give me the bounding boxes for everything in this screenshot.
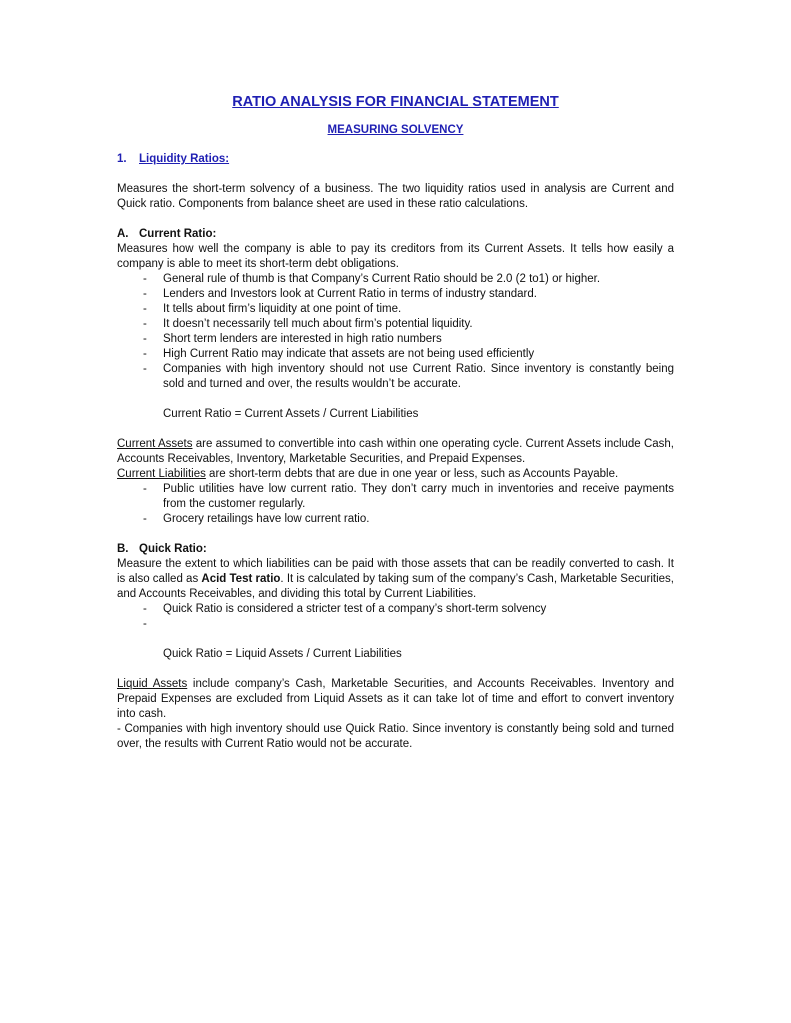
dash-marker: - [143,273,147,285]
current-assets-term: Current Assets [117,438,193,450]
current-assets-text: are assumed to convertible into cash within one operating cycle. Current Assets include Cash, Accounts Receivables, Inventory, Marketable Securities, and Prepaid Expenses. [117,438,674,465]
quick-ratio-letter: B. [117,543,129,555]
dash-marker: - [143,513,147,525]
document-subtitle: MEASURING SOLVENCY [327,124,464,136]
list-item [143,317,674,332]
section-label: Liquidity Ratios: [139,153,230,165]
bullet-text: Quick Ratio is considered a stricter test of a company’s short-term solvency [163,603,547,615]
list-item [143,602,674,617]
dash-marker: - [143,288,147,300]
current-liabilities-text: are short-term debts that are due in one year or less, such as Accounts Payable. [205,468,619,480]
bullet-text: High Current Ratio may indicate that assets are not being used efficiently [163,348,535,360]
list-item [143,617,674,632]
quick-ratio-intro-b: . It is calculated by taking sum of the company’s Cash, Marketable Securities, and Accounts Receivables, and dividing this total by Current Liabilities. [117,573,674,600]
list-item [143,332,674,347]
bullet-text: Public utilities have low current ratio. They don’t carry much in inventories and receive payments from the customer regularly. [163,483,674,510]
bullet-text: It doesn’t necessarily tell much about firm’s potential liquidity. [163,318,473,330]
dash-marker: - [143,318,147,330]
current-liabilities-definition [117,467,674,482]
bullet-text: Grocery retailings have low current ratio. [163,513,370,525]
quick-ratio-intro [117,557,674,602]
dash-marker: - [143,603,147,615]
section-heading-liquidity [117,152,674,167]
list-item [143,287,674,302]
bullet-text: Lenders and Investors look at Current Ratio in terms of industry standard. [163,288,537,300]
quick-ratio-intro-a: Measure the extent to which liabilities can be paid with those assets that can be readily converted to cash. It is also called as [117,558,674,585]
dash-marker: - [143,303,147,315]
document-title: RATIO ANALYSIS FOR FINANCIAL STATEMENT [232,94,559,110]
list-item [143,512,674,527]
bullet-text: Short term lenders are interested in high ratio numbers [163,333,442,345]
current-ratio-heading [117,227,674,242]
dash-marker: - [143,483,147,495]
current-ratio-title: Current Ratio: [139,228,217,240]
dash-marker: - [143,348,147,360]
current-assets-definition [117,437,674,467]
bullet-text: General rule of thumb is that Company’s Current Ratio should be 2.0 (2 to1) or higher. [163,273,601,285]
bullet-text: Companies with high inventory should not use Current Ratio. Since inventory is constantly being sold and turned and over, the results wouldn’t be accurate. [163,363,674,390]
bullet-text: It tells about firm’s liquidity at one point of time. [163,303,402,315]
dash-marker: - [143,618,147,630]
list-item [143,347,674,362]
quick-ratio-formula: Quick Ratio = Liquid Assets / Current Liabilities [163,648,402,660]
quick-ratio-closing: - Companies with high inventory should use Quick Ratio. Since inventory is constantly being sold and turned over, the results with Current Ratio would not be accurate. [117,723,674,750]
list-item [143,482,674,512]
section-number: 1. [117,153,127,165]
current-ratio-bullets [117,272,674,392]
liquid-assets-term: Liquid Assets [117,678,188,690]
list-item [143,272,674,287]
current-liabilities-term: Current Liabilities [117,468,206,480]
current-ratio-letter: A. [117,228,129,240]
current-ratio-intro: Measures how well the company is able to pay its creditors from its Current Assets. It tells how easily a company is able to meet its short-term debt obligations. [117,243,674,270]
quick-ratio-title: Quick Ratio: [139,543,207,555]
list-item [143,362,674,392]
bullet-text [163,618,166,630]
liquidity-intro: Measures the short-term solvency of a business. The two liquidity ratios used in analysis are Current and Quick ratio. Components from balance sheet are used in these ratio calculations. [117,183,674,210]
current-ratio-formula: Current Ratio = Current Assets / Current Liabilities [163,408,419,420]
dash-marker: - [143,363,147,375]
liquid-assets-definition [117,677,674,722]
quick-ratio-heading [117,542,674,557]
acid-test-term: Acid Test ratio [201,573,281,585]
liquid-assets-text: include company’s Cash, Marketable Securities, and Accounts Receivables. Inventory and Prepaid Expenses are excluded from Liquid Assets as it can take lot of time and effort to convert inventory into cash. [117,678,674,720]
list-item [143,302,674,317]
quick-ratio-bullets [117,602,674,632]
current-ratio-industry-bullets [117,482,674,527]
dash-marker: - [143,333,147,345]
